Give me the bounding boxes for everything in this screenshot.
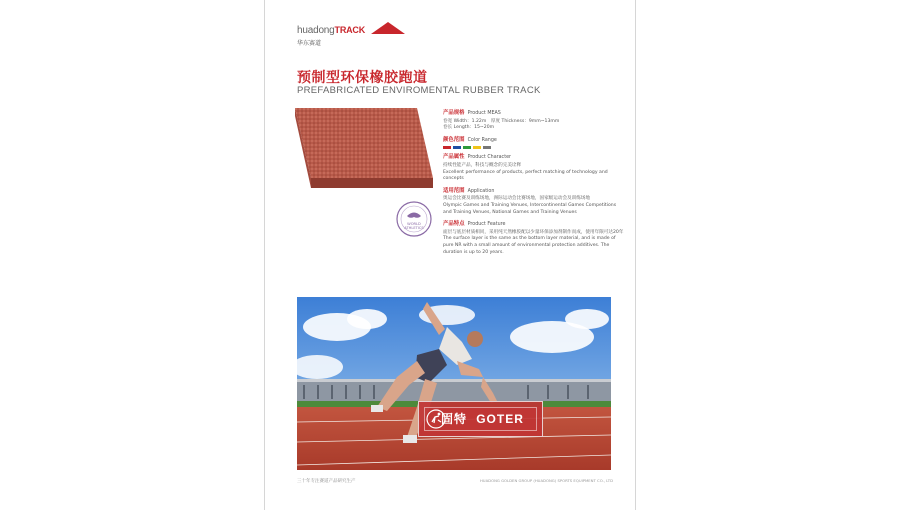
color-heading-cn: 颜色范围	[443, 136, 465, 143]
character-section	[443, 154, 625, 182]
logo-cn: 华东赛道	[297, 40, 322, 47]
brand-name	[441, 410, 524, 427]
spec-heading-cn: 产品规格	[443, 110, 465, 116]
brand-name-en: GOTER	[476, 412, 524, 426]
spec-line: 卷宽 Width：1.22m 厚度 Thickness：9mm~13mm	[443, 118, 560, 124]
spec-column	[443, 110, 625, 261]
application-text-cn: 奥运会比赛及训练场地，洲际运动会比赛场地，国家级运动会及训练场地	[443, 196, 591, 202]
character-text-en: Excellent performance of products, perfect matching of technology and concepts	[443, 169, 608, 182]
color-swatch	[473, 146, 481, 149]
spec-heading-en: Product MEAS	[467, 111, 501, 116]
color-swatch	[483, 146, 491, 149]
page-title: 预制型环保橡胶跑道	[297, 70, 428, 86]
feature-text-cn: 面层与底层材质相同，采用纯天然橡胶配以少量环保添加剂制作而成，使用年限可达20年	[443, 229, 624, 235]
feature-heading-en: Product Feature	[467, 222, 506, 228]
rubber-track-sample-image	[295, 108, 433, 194]
logo-triangle-icon	[371, 22, 405, 34]
company-logo	[297, 22, 407, 47]
feature-section	[443, 221, 625, 256]
seal-text-bottom: ATHLETICS	[404, 226, 424, 230]
feature-text-en: The surface layer is the same as the bottom layer material, and is made of pure NR with a small amount of environmental protection additives. The duration is up to 20 years.	[443, 236, 616, 255]
logo-word-accent: TRACK	[334, 25, 366, 35]
color-swatch	[443, 146, 451, 149]
world-athletics-seal-icon	[395, 200, 433, 238]
brand-name-cn: 固特	[441, 412, 468, 426]
color-swatches	[443, 146, 625, 149]
footer-right: HUADONG GOLDEN GROUP (HUADONG) SPORTS EQUIPMENT CO., LTD	[479, 478, 613, 483]
color-swatch	[463, 146, 471, 149]
character-heading-cn: 产品属性	[443, 154, 465, 161]
logo-word: huadong	[297, 25, 335, 36]
sprinter-start-photo	[297, 297, 611, 470]
character-heading-en: Product Character	[467, 155, 511, 161]
application-heading-cn: 适用范围	[443, 187, 465, 194]
footer-left: 三十年专注赛道产品研究生产	[297, 479, 356, 484]
color-swatch	[453, 146, 461, 149]
application-section	[443, 188, 625, 216]
color-heading-en: Color Range	[467, 137, 497, 143]
character-text-cn: 持续性能产品，科技与概念的完美诠释	[443, 162, 522, 168]
page-subtitle: PREFABRICATED ENVIROMENTAL RUBBER TRACK	[297, 85, 541, 96]
application-heading-en: Application	[467, 188, 495, 194]
brochure-page	[264, 0, 636, 510]
spec-section	[443, 110, 625, 132]
spec-line: 卷长 Length：15~20m	[443, 125, 495, 131]
application-text-en: Olympic Games and Training Venues, Intercontinental Games Competitions and Training Venues, National Games and Training Venues	[443, 202, 617, 215]
seal-text-top: WORLD	[407, 222, 421, 226]
color-section	[443, 137, 625, 150]
feature-heading-cn: 产品特点	[443, 221, 465, 228]
